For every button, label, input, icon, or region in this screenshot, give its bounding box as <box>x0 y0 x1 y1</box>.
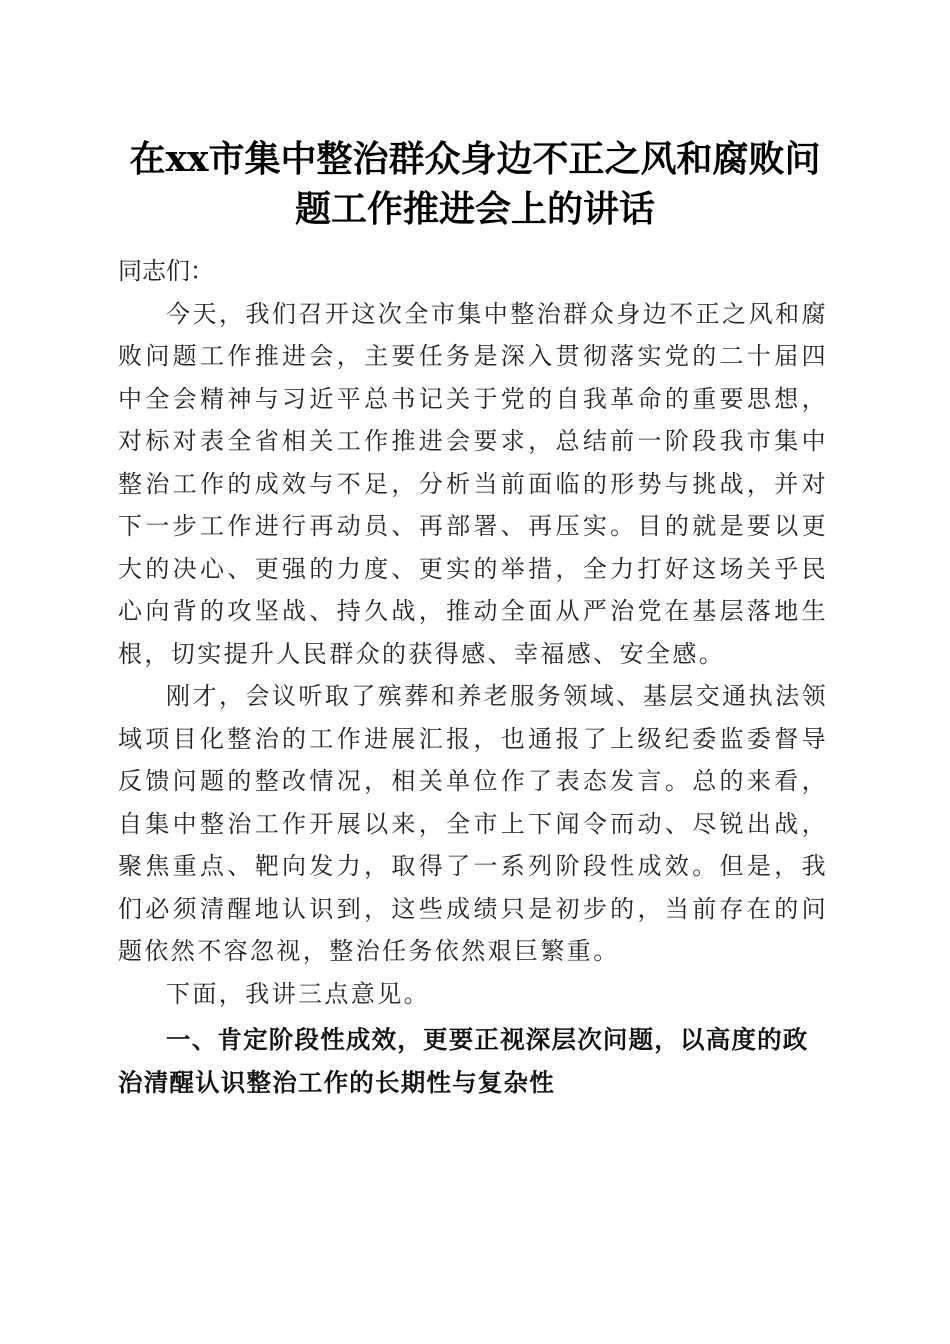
salutation: 同志们： <box>118 257 214 285</box>
document-title: 在xx市集中整治群众身边不正之风和腐败问题工作推进会上的讲话 <box>129 138 821 230</box>
paragraph-opening: 今天，我们召开这次全市集中整治群众身边不正之风和腐败问题工作推进会，主要任务是深入贯彻落实党的二十届四中全会精神与习近平总书记关于党的自我革命的重要思想，对标对表全省相关工作推进会要求，总结前一阶段我市集中整治工作的成效与不足，分析当前面临的形势与挑战，并对下一步工作进行再动员、再部署、再压实。目的就是要以更大的决心、更强的力度、更实的举措，全力打好这场关乎民心向背的攻坚战、持久战，推动全面从严治党在基层落地生根，切实提升人民群众的获得感、幸福感、安全感。 <box>118 299 828 668</box>
paragraph-transition: 下面，我讲三点意见。 <box>166 979 430 1008</box>
document-body <box>118 250 828 1104</box>
paragraph-progress-review: 刚才，会议听取了殡葬和养老服务领域、基层交通执法领域项目化整治的工作进展汇报，也通报了上级纪委监委督导反馈问题的整改情况，相关单位作了表态发言。总的来看，自集中整治工作开展以来，全市上下闻令而动、尽锐出战，聚焦重点、靶向发力，取得了一系列阶段性成效。但是，我们必须清醒地认识到，这些成绩只是初步的，当前存在的问题依然不容忽视，整治任务依然艰巨繁重。 <box>118 682 828 965</box>
section-heading-one: 一、肯定阶段性成效，更要正视深层次问题，以高度的政治清醒认识整治工作的长期性与复杂性 <box>118 1025 809 1097</box>
